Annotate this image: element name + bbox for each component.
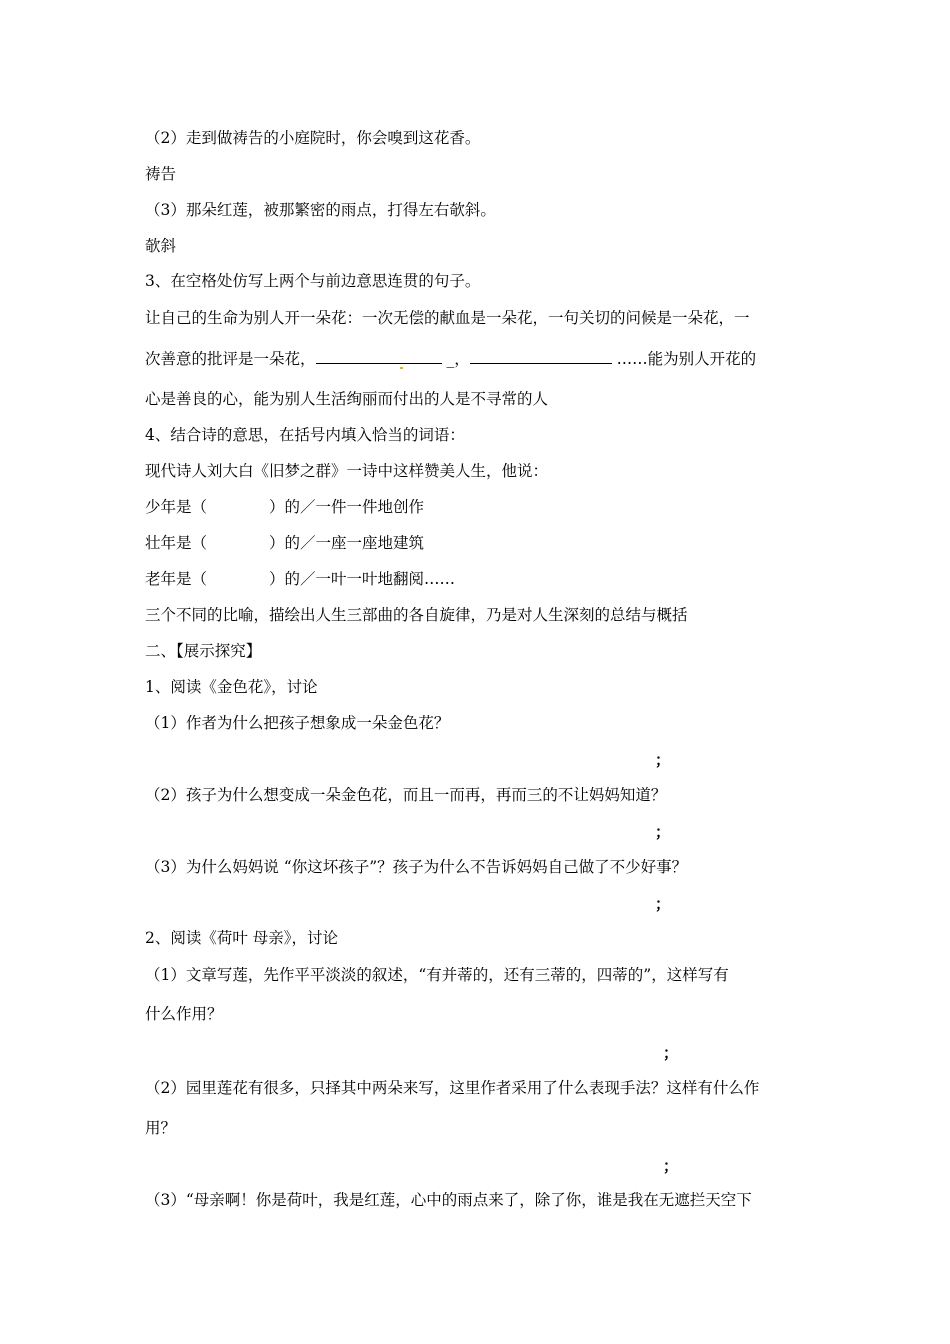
text-line: 1、阅读《金色花》，讨论: [145, 678, 318, 696]
question-line: （1）作者为什么把孩子想象成一朵金色花？: [145, 714, 450, 732]
poem-line: 少年是（ ）的／一件一件地创作: [145, 498, 425, 516]
question-line: （3）为什么妈妈说 “你这坏孩子”？孩子为什么不告诉妈妈自己做了不少好事？: [145, 858, 688, 876]
answer-blank-1[interactable]: [316, 349, 406, 364]
text-line: 三个不同的比喻，描绘出人生三部曲的各自旋律，乃是对人生深刻的总结与概括: [145, 606, 688, 624]
mark-dot: [400, 367, 403, 369]
text-line: 欹斜: [145, 237, 177, 255]
section-heading: 二、【展示探究】: [145, 642, 262, 660]
poem-line: 壮年是（ ）的／一座一座地建筑: [145, 534, 425, 552]
text-segment: _，: [446, 350, 470, 368]
text-line: 现代诗人刘大白《旧梦之群》一诗中这样赞美人生，他说：: [145, 462, 549, 480]
text-line: 4、结合诗的意思，在括号内填入恰当的词语：: [145, 426, 465, 444]
answer-mark: ；: [655, 751, 671, 769]
text-line: （2）走到做祷告的小庭院时，你会嗅到这花香。: [145, 129, 481, 147]
text-line: 心是善良的心，能为别人生活绚丽而付出的人是不寻常的人: [145, 390, 549, 408]
answer-blank-2[interactable]: [470, 349, 612, 364]
question-line: （3）“母亲啊！你是荷叶，我是红莲，心中的雨点来了，除了你，谁是我在无遮拦天空下: [145, 1191, 752, 1209]
answer-mark: ；: [663, 1044, 679, 1062]
text-line: 2、阅读《荷叶 母亲》，讨论: [145, 929, 339, 947]
question-line: （1）文章写莲，先作平平淡淡的叙述，“有并蒂的，还有三蒂的，四蒂的”，这样写有: [145, 966, 729, 984]
question-line: （2）园里莲花有很多，只择其中两朵来写，这里作者采用了什么表现手法？这样有什么作: [145, 1079, 760, 1097]
text-line: 让自己的生命为别人开一朵花：一次无偿的献血是一朵花，一句关切的问候是一朵花，一: [145, 309, 750, 327]
text-segment: 次善意的批评是一朵花，: [145, 350, 316, 368]
poem-line: 老年是（ ）的／一叶一叶地翻阅……: [145, 570, 456, 588]
text-segment: ……能为别人开花的: [616, 350, 757, 368]
fill-in-line: [145, 349, 756, 369]
text-line: 祷告: [145, 165, 177, 183]
answer-mark: ；: [655, 895, 671, 913]
question-line: （2）孩子为什么想变成一朵金色花，而且一而再，再而三的不让妈妈知道？: [145, 786, 667, 804]
answer-mark: ；: [663, 1157, 679, 1175]
text-line: （3）那朵红莲，被那繁密的雨点，打得左右欹斜。: [145, 201, 496, 219]
question-line: 用？: [145, 1119, 177, 1137]
question-line: 什么作用？: [145, 1005, 223, 1023]
answer-mark: ；: [655, 823, 671, 841]
text-line: 3、在空格处仿写上两个与前边意思连贯的句子。: [145, 272, 481, 290]
answer-blank-1b[interactable]: [406, 349, 442, 364]
